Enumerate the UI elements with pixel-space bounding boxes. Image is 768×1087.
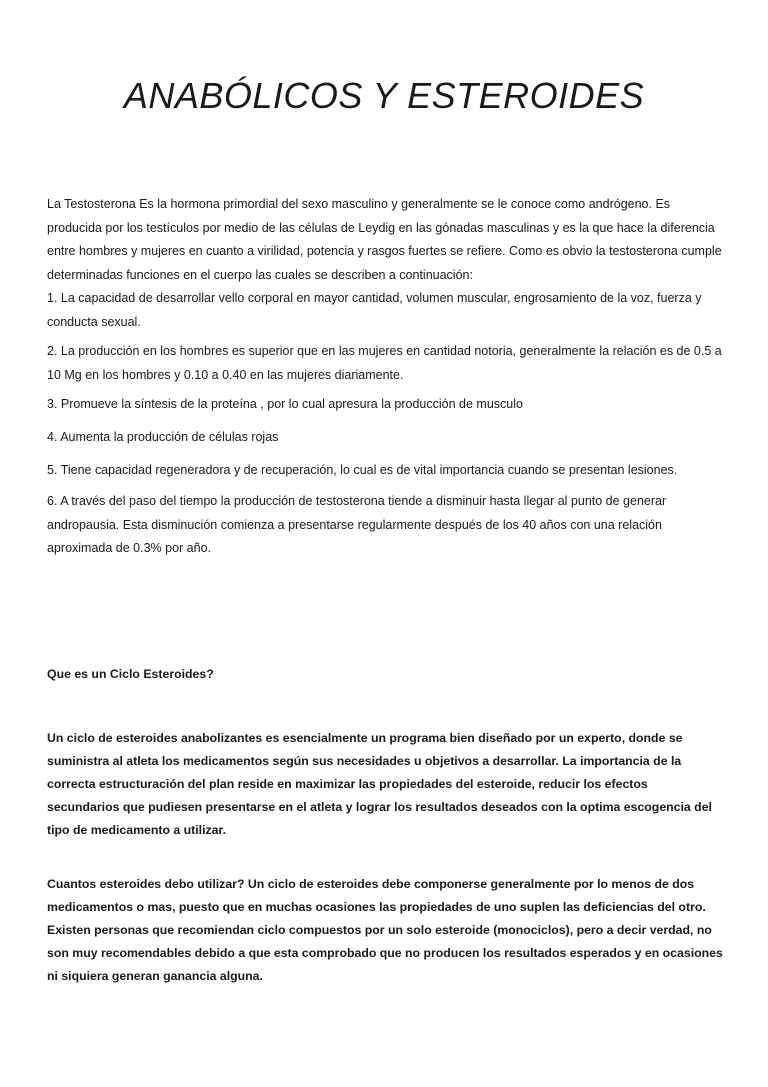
closing-paragraph: Cuantos esteroides debo utilizar? Un ciclo de esteroides debe componerse generalmente por lo menos de dos medicamentos o mas, puesto que en muchas ocasiones las propiedades de uno suplen las deficiencias del otro. Existen personas que recomiendan ciclo compuestos por un solo esteroide (monociclos), pero a decir verdad, no son muy recomendables debido a que esta comprobado que no producen los resultados esperados y en ocasiones ni siquiera generan ganancia alguna. [47, 877, 723, 983]
list-item-4: 4. Aumenta la producción de células rojas [47, 430, 279, 444]
section-paragraph: Un ciclo de esteroides anabolizantes es esencialmente un programa bien diseñado por un experto, donde se suministra al atleta los medicamentos según sus necesidades u objetivos a desarrollar. La importancia de la correcta estructuración del plan reside en maximizar las propiedades del esteroide, reducir los efectos secundarios que pudiesen presentarse en el atleta y lograr los resultados deseados con la optima escogencia del tipo de medicamento a utilizar. [47, 731, 712, 837]
list-item-1: 1. La capacidad de desarrollar vello corporal en mayor cantidad, volumen muscular, engrosamiento de la voz, fuerza y conducta sexual. [47, 291, 702, 329]
intro-paragraph: La Testosterona Es la hormona primordial del sexo masculino y generalmente se le conoce como andrógeno. Es producida por los testículos por medio de las células de Leydig en las gónadas masculinas y es la que hace la diferencia entre hombres y mujeres en cuanto a virilidad, potencia y rasgos fuertes se refiere. Como es obvio la testosterona cumple determinadas funciones en el cuerpo las cuales se describen a continuación: [47, 197, 722, 282]
document-title: ANABÓLICOS Y ESTEROIDES [123, 75, 645, 116]
list-item-2: 2. La producción en los hombres es superior que en las mujeres en cantidad notoria, generalmente la relación es de 0.5 a 10 Mg en los hombres y 0.10 a 0.40 en las mujeres diariamente. [47, 344, 722, 382]
section-heading: Que es un Ciclo Esteroides? [47, 667, 214, 681]
list-item-6: 6. A través del paso del tiempo la producción de testosterona tiende a disminuir hasta llegar al punto de generar andropausia. Esta disminución comienza a presentarse regularmente después de los 40 años con una relación aproximada de 0.3% por año. [47, 494, 667, 555]
list-item-3: 3. Promueve la síntesis de la proteína , por lo cual apresura la producción de musculo [47, 397, 523, 411]
list-item-5: 5. Tiene capacidad regeneradora y de recuperación, lo cual es de vital importancia cuando se presentan lesiones. [47, 463, 678, 477]
